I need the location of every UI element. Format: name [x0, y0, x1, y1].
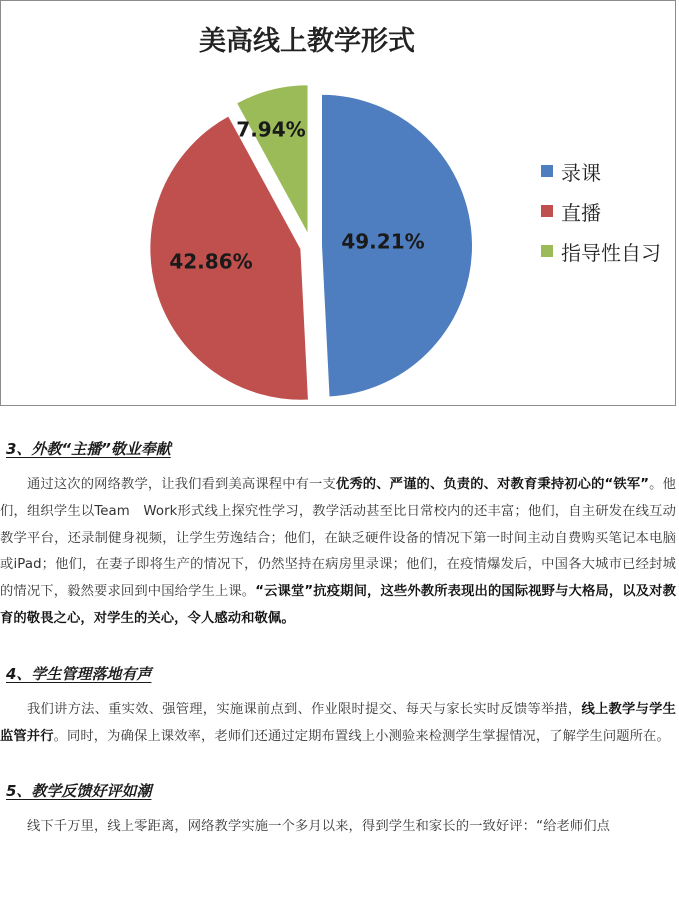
section-5-paragraph: [0, 814, 676, 841]
pie-data-label-2: 42.86%: [169, 249, 253, 274]
legend-label-3: 指导性自习: [561, 240, 661, 265]
legend-swatch-1: [541, 165, 553, 177]
legend-item-2: [541, 191, 661, 231]
section-title-4: 4、学生管理落地有声: [6, 664, 152, 683]
chart-legend: [541, 151, 661, 271]
article-body: [0, 438, 676, 841]
chart-frame: [0, 0, 676, 406]
s3-bold-1: 优秀的、严谨的、负责的、对教育秉持初心的“铁军”: [335, 477, 650, 492]
legend-swatch-3: [541, 245, 553, 257]
legend-item-1: [541, 151, 661, 191]
section-title-5: 5、教学反馈好评如潮: [6, 782, 152, 801]
legend-label-2: 直播: [561, 200, 601, 225]
s4-text-2: 。同时，为确保上课效率，老师们还通过定期布置线上小测验来检测学生掌握情况，了解学生问题所在。: [53, 728, 670, 744]
pie-data-label-3: 7.94%: [236, 117, 306, 142]
section-3-paragraph: [0, 472, 676, 633]
section-4-paragraph: [0, 697, 676, 751]
s3-text-2: 。他们，组织学生以Team Work形式线上探究性学习，教学活动甚至比日常校内的还丰富；他们，自主研发在线互动教学平台，还录制健身视频，让学生劳逸结合；他们，在缺乏硬件设备的情况下第一时间主动自费购买笔记本电脑或iPad；他们，在妻子即将生产的情况下，仍然坚持在病房里录课；他们，在疫情爆发后，中国各大城市已经封城的情况下，毅然要求回到中国给学生上课。: [0, 477, 676, 600]
s5-text-1: 线下千万里，线上零距离，网络教学实施一个多月以来，得到学生和家长的一致好评：“给老师们点: [27, 819, 611, 835]
s4-bold-1: 线上教学与学生监管并行: [0, 701, 676, 744]
legend-swatch-2: [541, 205, 553, 217]
section-title-3: 3、外教“主播”敬业奉献: [6, 440, 171, 458]
legend-label-1: 录课: [561, 160, 601, 185]
chart-title: 美高线上教学形式: [199, 26, 415, 57]
s3-bold-2: “云课堂”抗疫期间，这些外教所表现出的国际视野与大格局，以及对教育的敬畏之心，对学生的关心，令人感动和敬佩。: [0, 584, 676, 626]
pie-data-label-1: 49.21%: [341, 229, 425, 254]
s3-text-1: 通过这次的网络教学，让我们看到美高课程中有一支: [27, 477, 336, 492]
s4-text-1: 我们讲方法、重实效、强管理，实施课前点到、作业限时提交、每天与家长实时反馈等举措，: [27, 701, 582, 717]
legend-item-3: [541, 231, 661, 271]
